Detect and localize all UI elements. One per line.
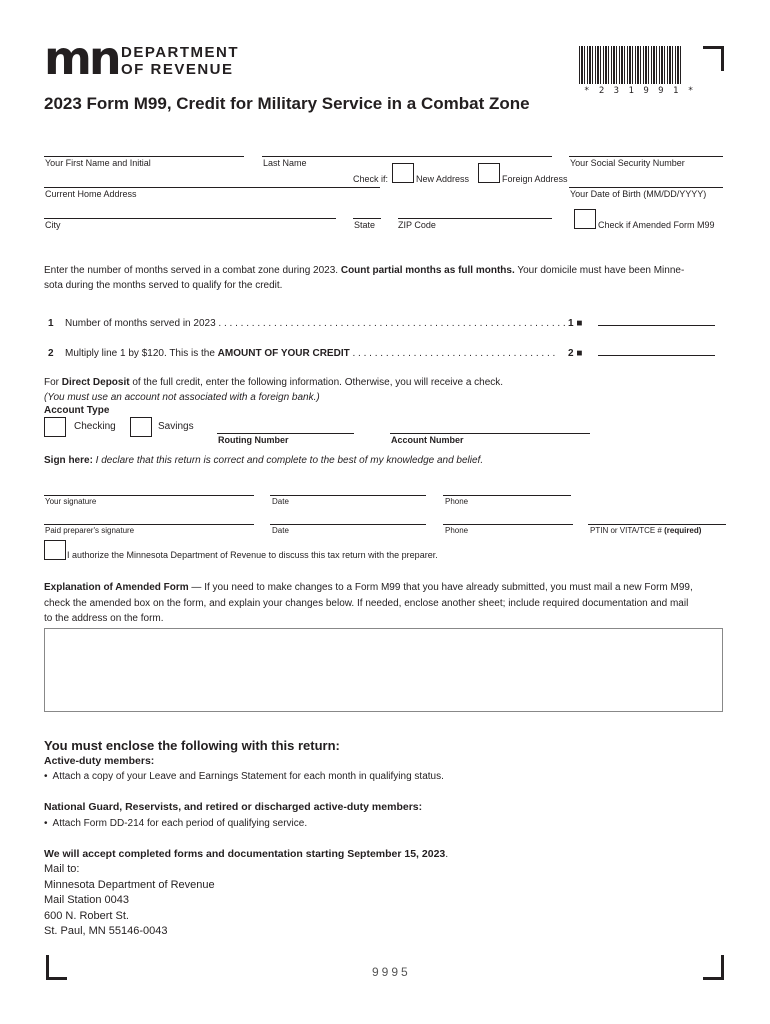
ptin-field[interactable] <box>588 524 726 525</box>
guard-item: • Attach Form DD-214 for each period of qualifying service. <box>44 818 308 829</box>
state-field[interactable] <box>353 218 381 219</box>
amended-checkbox[interactable] <box>574 209 596 229</box>
phone-1-label: Phone <box>445 497 469 506</box>
intro-line-2: sota during the months served to qualify for the credit. <box>44 280 283 291</box>
corner-mark-bottom-right <box>703 955 724 980</box>
new-address-checkbox[interactable] <box>392 163 414 183</box>
dob-label: Your Date of Birth (MM/DD/YYYY) <box>570 189 707 199</box>
accept-notice: We will accept completed forms and documentation starting September 15, 2023. <box>44 848 449 860</box>
preparer-signature-label: Paid preparer's signature <box>45 526 135 535</box>
state-label: State <box>354 220 376 230</box>
routing-number-field[interactable] <box>217 433 354 434</box>
form-code: 9995 <box>372 965 411 979</box>
line-1-ref: 1 ■ <box>568 318 583 329</box>
corner-mark-top-right <box>703 46 724 71</box>
zip-field[interactable] <box>398 218 552 219</box>
deposit-note: (You must use an account not associated with a foreign bank.) <box>44 392 320 403</box>
amended-explanation-line-2: check the amended box on the form, and explain your changes below. If needed, enclose another sheet; include required documentation and mail <box>44 598 689 609</box>
mail-address-line-1: Minnesota Department of Revenue <box>44 879 215 891</box>
home-address-field[interactable] <box>44 187 380 188</box>
checking-label: Checking <box>74 421 116 432</box>
account-number-field[interactable] <box>390 433 590 434</box>
intro-line-1: Enter the number of months served in a combat zone during 2023. Count partial months as full months. Your domicile must have been Minne- <box>44 265 685 276</box>
first-name-field[interactable] <box>44 156 244 157</box>
account-number-label: Account Number <box>391 435 464 445</box>
savings-checkbox[interactable] <box>130 417 152 437</box>
line-2-number: 2 <box>48 348 54 359</box>
last-name-field[interactable] <box>262 156 552 157</box>
line-1-number: 1 <box>48 318 54 329</box>
date-2-label: Date <box>272 526 289 535</box>
barcode-number: * 2 3 1 9 9 1 * <box>584 86 696 96</box>
dob-field[interactable] <box>569 187 723 188</box>
first-name-label: Your First Name and Initial <box>45 158 151 168</box>
active-duty-heading: Active-duty members: <box>44 755 155 767</box>
line-2-amount-field[interactable] <box>598 355 715 356</box>
mail-address-line-2: Mail Station 0043 <box>44 894 129 906</box>
checking-checkbox[interactable] <box>44 417 66 437</box>
city-label: City <box>45 220 61 230</box>
line-2-ref: 2 ■ <box>568 348 583 359</box>
amended-explanation-textarea[interactable] <box>44 628 723 712</box>
ssn-field[interactable] <box>569 156 723 157</box>
mail-address-line-3: 600 N. Robert St. <box>44 910 129 922</box>
authorize-checkbox[interactable] <box>44 540 66 560</box>
sign-declaration: Sign here: I declare that this return is correct and complete to the best of my knowledge and belief. <box>44 455 484 466</box>
enclose-heading: You must enclose the following with this return: <box>44 738 340 753</box>
preparer-signature-field[interactable] <box>44 524 254 525</box>
corner-mark-bottom-left <box>46 955 67 980</box>
date-1-label: Date <box>272 497 289 506</box>
authorize-label: I authorize the Minnesota Department of Revenue to discuss this tax return with the preparer. <box>67 550 438 560</box>
deposit-instructions: For Direct Deposit of the full credit, enter the following information. Otherwise, you will receive a check. <box>44 377 504 388</box>
barcode <box>579 46 683 84</box>
home-address-label: Current Home Address <box>45 189 137 199</box>
foreign-address-checkbox[interactable] <box>478 163 500 183</box>
new-address-label: New Address <box>416 174 470 184</box>
phone-1-field[interactable] <box>443 495 571 496</box>
zip-label: ZIP Code <box>398 220 436 230</box>
ptin-label: PTIN or VITA/TCE # (required) <box>590 526 702 535</box>
amended-label: Check if Amended Form M99 <box>598 220 715 230</box>
ssn-label: Your Social Security Number <box>570 158 685 168</box>
active-duty-item: • Attach a copy of your Leave and Earnings Statement for each month in qualifying status. <box>44 771 444 782</box>
city-field[interactable] <box>44 218 336 219</box>
phone-2-field[interactable] <box>443 524 573 525</box>
dept-name-line1: DEPARTMENT <box>121 44 240 61</box>
last-name-label: Last Name <box>263 158 307 168</box>
mail-address-line-4: St. Paul, MN 55146-0043 <box>44 925 168 937</box>
amended-explanation-line-1: Explanation of Amended Form — If you need to make changes to a Form M99 that you have already submitted, you must mail a new Form M99, <box>44 582 693 593</box>
date-2-field[interactable] <box>270 524 426 525</box>
form-title: 2023 Form M99, Credit for Military Service in a Combat Zone <box>44 94 530 113</box>
phone-2-label: Phone <box>445 526 469 535</box>
line-2-text: Multiply line 1 by $120. This is the AMOUNT OF YOUR CREDIT . . . . . . . . . . . . . . . . . . . . . . . . . . . . . . . . . . . . . <box>65 348 556 359</box>
mail-to-label: Mail to: <box>44 863 80 875</box>
routing-number-label: Routing Number <box>218 435 289 445</box>
date-1-field[interactable] <box>270 495 426 496</box>
line-1-amount-field[interactable] <box>598 325 715 326</box>
line-1-text: Number of months served in 2023 . . . . . . . . . . . . . . . . . . . . . . . . . . . . . . . . . . . . . . . . . . . . . . . . . . . . . . . . . . . . . . . <box>65 318 566 329</box>
check-if-label: Check if: <box>353 174 389 184</box>
savings-label: Savings <box>158 421 194 432</box>
dept-name-line2: OF REVENUE <box>121 61 234 78</box>
your-signature-field[interactable] <box>44 495 254 496</box>
foreign-address-label: Foreign Address <box>502 174 568 184</box>
account-type-label: Account Type <box>44 405 110 416</box>
your-signature-label: Your signature <box>45 497 97 506</box>
guard-heading: National Guard, Reservists, and retired or discharged active-duty members: <box>44 801 423 813</box>
amended-explanation-line-3: to the address on the form. <box>44 613 164 624</box>
mn-logo: mn <box>44 31 119 85</box>
